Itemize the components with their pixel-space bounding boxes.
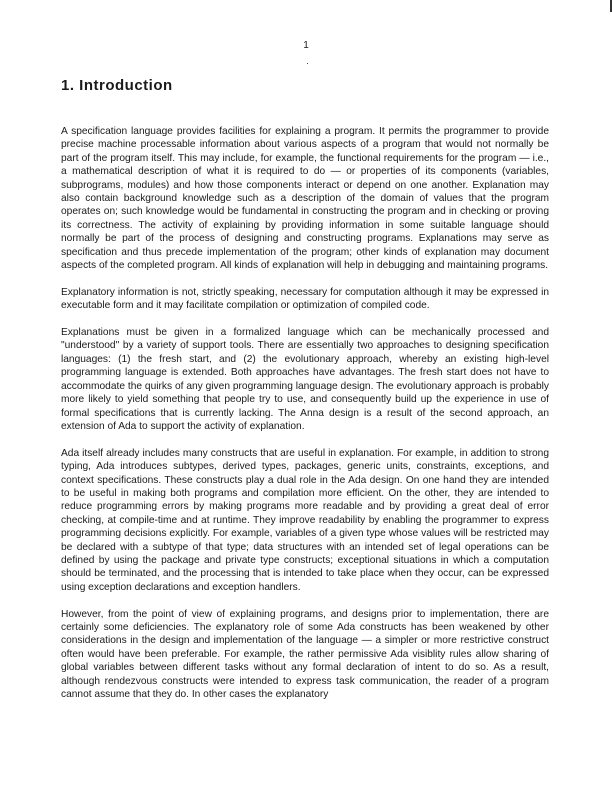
paragraph-specification-language: A specification language provides facilities for explaining a program. It permits the programmer to provide precise machine processable information about various aspects of a program that would not normally be part of the program itself. This may include, for example, the functional requirements for the program — i.e., a mathematical description of what it is required to do — or properties of its components (variables, subprograms, modules) and how those components interact or depend on one another. Explanation may also contain background knowledge such as a description of the domain of values that the program operates on; such knowledge would be fundamental in constructing the program and in checking or proving its correctness. The activity of explaining by providing information in some suitable language should normally be part of the process of designing and constructing programs. Explanations may serve as specification and thus precede implementation of the program; other kinds of explanation may document aspects of the completed program. All kinds of explanation will help in debugging and maintaining programs. bbox=[61, 126, 549, 272]
section-heading: 1. Introduction bbox=[61, 77, 173, 94]
body-text bbox=[61, 125, 549, 701]
scan-speck bbox=[307, 63, 308, 64]
paragraph-ada-constructs: Ada itself already includes many constructs that are useful in explanation. For example, in addition to strong typing, Ada introduces subtypes, derived types, packages, generic units, constraints, exceptions, and context specifications. These constructs play a dual role in the Ada design. On one hand they are intended to be useful in making both programs and compilation more efficient. On the other, they are intended to reduce programming errors by making programs more readable and by providing a great deal of error checking, at compile-time and at runtime. They improve readability by enabling the programmer to express programming decisions explicitly. For example, variables of a given type whose values will be restricted may be declared with a subtype of that type; data structures with an intended set of legal operations can be defined by using the package and private type constructs; exceptional situations in which a computation should be terminated, and the processing that is intended to take place when they occur, can be expressed using exception declarations and exception handlers. bbox=[61, 447, 549, 593]
page-number: 1 bbox=[303, 40, 309, 51]
paragraph-formalized-language: Explanations must be given in a formalized language which can be mechanically processed and "understood" by a variety of support tools. There are essentially two approaches to designing specification languages: (1) the fresh start, and (2) the evolutionary approach, whereby an existing high-level programming language is extended. Both approaches have advantages. The fresh start does not have to accommodate the quirks of any given programming language design. The evolutionary approach is probably more likely to yield something that people try to use, and consequently build up the experience in use of formal specifications that is currently lacking. The Anna design is a result of the second approach, an extension of Ada to support the activity of explanation. bbox=[61, 327, 549, 432]
paragraph-explanatory-information: Explanatory information is not, strictly speaking, necessary for computation although it may be expressed in executable form and it may facilitate compilation or optimization of compiled code. bbox=[61, 286, 549, 312]
paragraph-deficiencies: However, from the point of view of explaining programs, and designs prior to implementation, there are certainly some deficiencies. The explanatory role of some Ada constructs has been weakened by other considerations in the design and implementation of the language — a simpler or more restrictive construct often would have been preferable. For example, the rather permissive Ada visiblity rules allow sharing of global variables between different tasks without any formal declaration of intent to do so. As a result, although rendezvous constructs were intended to express task communication, the reader of a program cannot assume that they do. In other cases the explanatory bbox=[61, 608, 549, 700]
